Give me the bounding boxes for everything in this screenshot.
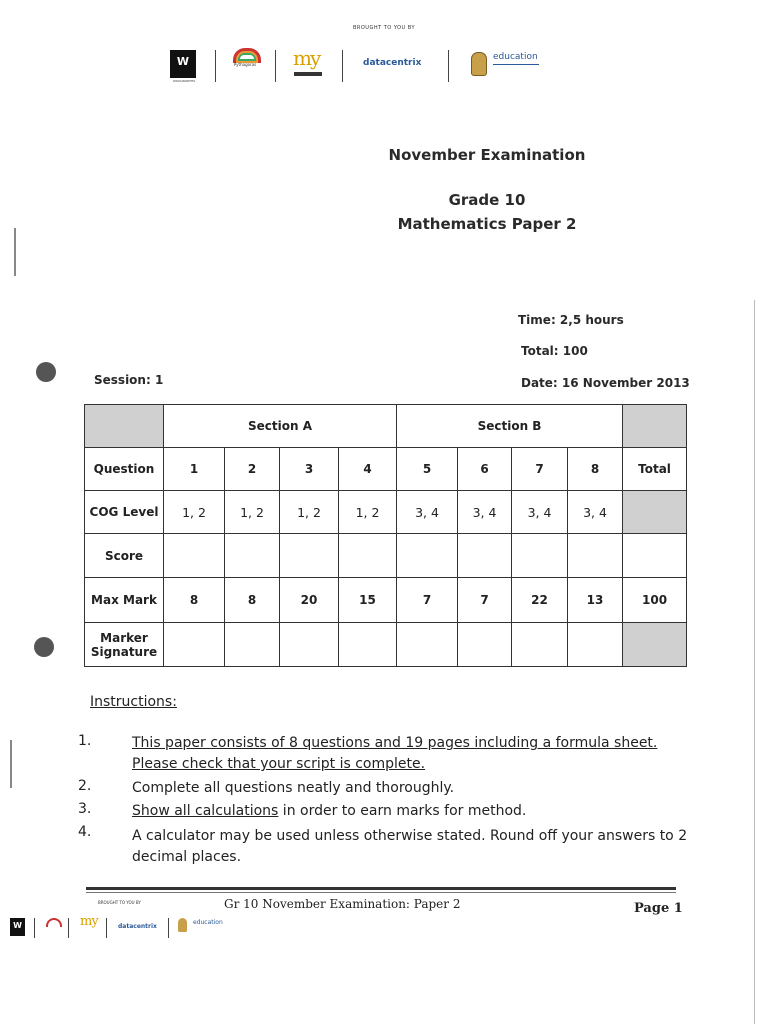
max-mark-value: 7 [397, 578, 458, 623]
footer-my-logo: my [80, 914, 98, 929]
footer-coat-of-arms-icon [178, 918, 187, 932]
scan-edge-mark [10, 740, 12, 788]
coat-of-arms-icon [471, 52, 487, 76]
marker-signature-row [85, 623, 687, 667]
section-a-header: Section A [164, 405, 397, 448]
cog-level-value: 3, 4 [568, 491, 623, 534]
total-header-shade [623, 405, 687, 448]
score-cell[interactable] [225, 534, 280, 578]
page-number: Page 1 [634, 901, 683, 916]
woolworths-caption: WOOLWORTHS [172, 79, 196, 83]
footer-woolworths-logo: W [10, 918, 25, 936]
cog-level-value: 1, 2 [225, 491, 280, 534]
logo-divider [342, 50, 343, 82]
mark-allocation-table [84, 404, 687, 667]
question-label: Question [85, 448, 164, 491]
scan-edge-mark [14, 228, 16, 276]
instruction-text-rest: in order to earn marks for method. [278, 803, 527, 819]
signature-cell[interactable] [225, 623, 280, 667]
footer-logo-divider [34, 918, 35, 938]
score-total-cell[interactable] [623, 534, 687, 578]
scan-edge-line [754, 300, 755, 1024]
signature-cell[interactable] [164, 623, 225, 667]
question-number: 7 [512, 448, 568, 491]
max-mark-value: 8 [164, 578, 225, 623]
datacentrix-logo: datacentrix [363, 58, 422, 68]
score-label: Score [85, 534, 164, 578]
score-cell[interactable] [397, 534, 458, 578]
cog-level-value: 3, 4 [512, 491, 568, 534]
punch-hole [34, 637, 54, 657]
instructions-heading: Instructions: [90, 694, 177, 710]
section-header-row [85, 405, 687, 448]
signature-total-shade [623, 623, 687, 667]
instruction-emphasis: Show all calculations [132, 803, 279, 819]
question-row [85, 448, 687, 491]
total-label: Total [623, 448, 687, 491]
my-logo: my [293, 46, 320, 70]
footer-exam-title: Gr 10 November Examination: Paper 2 [224, 897, 461, 911]
max-mark-row [85, 578, 687, 623]
score-cell[interactable] [512, 534, 568, 578]
max-mark-total: 100 [623, 578, 687, 623]
subject-title: Mathematics Paper 2 [397, 215, 577, 233]
max-mark-value: 8 [225, 578, 280, 623]
max-mark-value: 20 [280, 578, 339, 623]
question-number: 1 [164, 448, 225, 491]
question-number: 2 [225, 448, 280, 491]
cog-level-value: 1, 2 [164, 491, 225, 534]
score-cell[interactable] [458, 534, 512, 578]
logo-divider [215, 50, 216, 82]
logo-divider [275, 50, 276, 82]
signature-cell[interactable] [339, 623, 397, 667]
session-label: Session: 1 [94, 373, 164, 387]
footer-datacentrix-logo: datacentrix [118, 923, 157, 930]
footer-logo-divider [168, 918, 169, 938]
footer-brought-label: BROUGHT TO YOU BY [98, 900, 141, 905]
punch-hole [36, 362, 56, 382]
score-cell[interactable] [568, 534, 623, 578]
education-logo: education [493, 52, 538, 62]
signature-cell[interactable] [568, 623, 623, 667]
instruction-text: Complete all questions neatly and thoroughly. [132, 780, 455, 796]
instruction-number: 1. [78, 733, 92, 749]
score-cell[interactable] [280, 534, 339, 578]
signature-cell[interactable] [512, 623, 568, 667]
instruction-text [132, 801, 692, 822]
exam-total: Total: 100 [521, 344, 588, 358]
section-b-header: Section B [397, 405, 623, 448]
cog-level-value: 1, 2 [280, 491, 339, 534]
instruction-text: A calculator may be used unless otherwise stated. Round off your answers to 2 decimal places. [132, 828, 688, 865]
max-mark-value: 15 [339, 578, 397, 623]
score-cell[interactable] [164, 534, 225, 578]
question-number: 8 [568, 448, 623, 491]
grade-title: Grade 10 [448, 191, 526, 209]
max-mark-value: 7 [458, 578, 512, 623]
woolworths-logo: W [170, 50, 196, 78]
score-row [85, 534, 687, 578]
exam-date: Date: 16 November 2013 [521, 376, 690, 390]
instruction-number: 4. [78, 824, 92, 840]
max-mark-value: 13 [568, 578, 623, 623]
instruction-number: 2. [78, 778, 92, 794]
max-mark-label: Max Mark [85, 578, 164, 623]
cog-level-value: 3, 4 [458, 491, 512, 534]
question-number: 3 [280, 448, 339, 491]
brought-to-you-label: BROUGHT TO YOU BY [352, 25, 416, 31]
instruction-text: This paper consists of 8 questions and 19 pages including a formula sheet. Please check that your script is complete. [132, 735, 658, 772]
question-number: 4 [339, 448, 397, 491]
score-cell[interactable] [339, 534, 397, 578]
exam-title: November Examination [388, 146, 586, 164]
signature-cell[interactable] [280, 623, 339, 667]
cog-level-row [85, 491, 687, 534]
max-mark-value: 22 [512, 578, 568, 623]
education-underline [493, 64, 539, 65]
footer-logo-divider [68, 918, 69, 938]
instruction-number: 3. [78, 801, 92, 817]
cog-total-shade [623, 491, 687, 534]
my-logo-bar [294, 72, 322, 76]
footer-education-logo: education [193, 919, 223, 926]
corner-cell [85, 405, 164, 448]
cog-level-value: 3, 4 [397, 491, 458, 534]
pythagoras-caption: Pythagoras [233, 62, 257, 67]
pythagoras-rainbow-logo [233, 48, 261, 63]
marker-signature-label: Marker Signature [85, 623, 164, 667]
question-number: 5 [397, 448, 458, 491]
footer-rule-thin [86, 892, 676, 893]
exam-time: Time: 2,5 hours [518, 313, 624, 327]
signature-cell[interactable] [458, 623, 512, 667]
cog-level-value: 1, 2 [339, 491, 397, 534]
footer-rule [86, 887, 676, 890]
footer-logo-divider [106, 918, 107, 938]
cog-level-label: COG Level [85, 491, 164, 534]
question-number: 6 [458, 448, 512, 491]
signature-cell[interactable] [397, 623, 458, 667]
footer-rainbow-logo [46, 918, 62, 927]
logo-divider [448, 50, 449, 82]
